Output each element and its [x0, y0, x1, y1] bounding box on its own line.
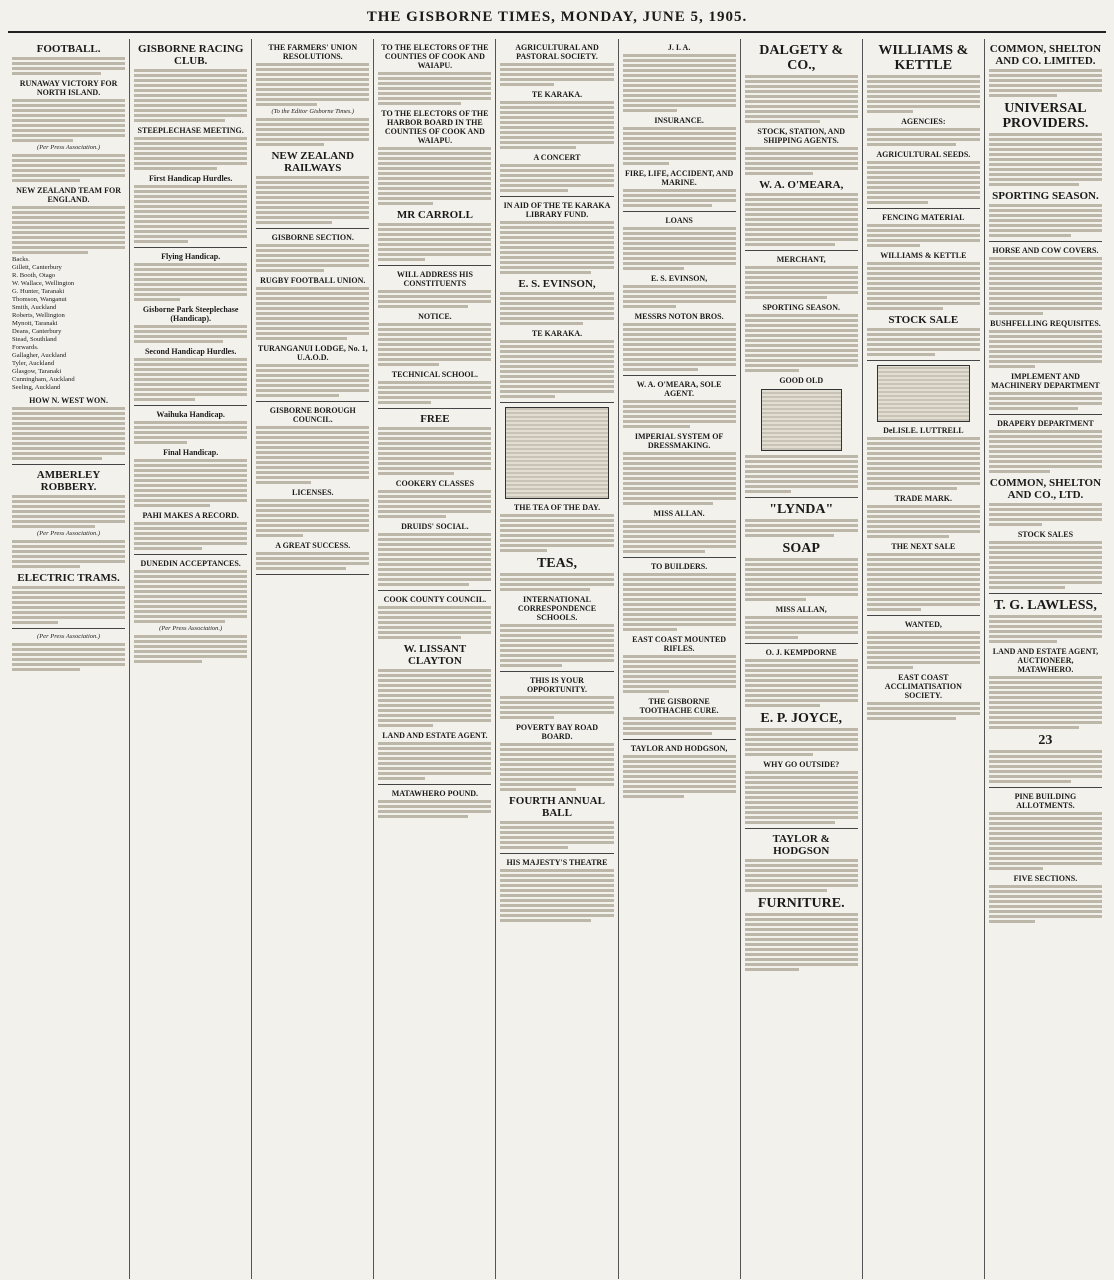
body-text: [623, 573, 736, 631]
headline: TECHNICAL SCHOOL.: [391, 370, 478, 379]
body-text: [867, 437, 980, 490]
headline: TE KARAKA.: [531, 329, 583, 338]
body-text: [500, 101, 613, 149]
divider: [623, 557, 736, 558]
headline: IN AID OF THE TE KARAKA LIBRARY FUND.: [503, 201, 611, 219]
headline: DUNEDIN ACCEPTANCES.: [140, 559, 241, 568]
body-text: [378, 223, 491, 261]
body-text: [378, 800, 491, 818]
body-text: [12, 154, 125, 182]
column-1: [8, 39, 130, 1279]
divider: [623, 375, 736, 376]
body-text: [989, 392, 1102, 410]
divider: [378, 408, 491, 409]
headline: WILLIAMS & KETTLE: [878, 43, 969, 73]
headline: GISBORNE RACING CLUB.: [137, 43, 244, 67]
headline: AMBERLEY ROBBERY.: [36, 469, 101, 493]
headline: WANTED,: [904, 620, 942, 629]
headline: SPORTING SEASON.: [762, 303, 840, 312]
body-text: [867, 328, 980, 356]
body-text: [989, 503, 1102, 526]
headline: MR CARROLL: [396, 209, 473, 221]
headline: DeLISLE. LUTTRELL: [883, 426, 964, 435]
headline: WHY GO OUTSIDE?: [763, 760, 840, 769]
body-text: [745, 147, 858, 175]
body-text: [12, 99, 125, 142]
headline: MATAWHERO POUND.: [391, 789, 479, 798]
divider: [500, 671, 613, 672]
body-text: [989, 330, 1102, 368]
list-item: G. Hunter, Taranaki: [12, 288, 65, 295]
list-item: Gallagher, Auckland: [12, 352, 67, 359]
body-text: [867, 262, 980, 310]
list-item: Roberts, Wellington: [12, 312, 65, 319]
body-text: [745, 455, 858, 493]
body-text: [989, 257, 1102, 315]
headline: TAYLOR AND HODGSON,: [630, 744, 728, 753]
list-item: Mynott, Taranaki: [12, 320, 58, 327]
headline: SPORTING SEASON.: [992, 190, 1099, 202]
column-9: [985, 39, 1106, 1279]
body-text: [745, 266, 858, 299]
divider: [989, 414, 1102, 415]
divider: [500, 196, 613, 197]
body-text: [745, 519, 858, 537]
headline: LAND AND ESTATE AGENT, AUCTIONEER, MATAWHERO.: [992, 647, 1099, 674]
trade-mark-illustration: [877, 365, 969, 422]
divider: [378, 784, 491, 785]
headline: W. A. O'MEARA,: [759, 179, 844, 191]
divider: [378, 265, 491, 266]
body-text: [134, 635, 247, 663]
body-text: [12, 495, 125, 528]
divider: [745, 250, 858, 251]
body-text: [378, 290, 491, 308]
divider: [500, 402, 613, 403]
headline: MESSRS NOTON BROS.: [634, 312, 724, 321]
body-text: [745, 659, 858, 707]
headline: TO BUILDERS.: [650, 562, 708, 571]
headline: GISBORNE SECTION.: [271, 233, 354, 242]
headline: THE FARMERS' UNION RESOLUTIONS.: [268, 43, 358, 61]
dateline: (Per Press Association.): [37, 144, 101, 151]
list-item: Forwards.: [12, 344, 39, 351]
list-item: Tyler, Auckland: [12, 360, 55, 367]
headline: DRAPERY DEPARTMENT: [997, 419, 1094, 428]
body-text: [256, 118, 369, 146]
headline: MERCHANT,: [776, 255, 826, 264]
column-4: [374, 39, 496, 1279]
headline: THE NEXT SALE: [891, 542, 956, 551]
headline: STOCK SALES: [1017, 530, 1074, 539]
headline: IMPLEMENT AND MACHINERY DEPARTMENT: [991, 372, 1100, 390]
body-text: [989, 204, 1102, 237]
body-text: [623, 54, 736, 112]
headline: HOW N. WEST WON.: [29, 396, 108, 405]
body-text: [134, 570, 247, 623]
body-text: [500, 63, 613, 86]
body-text: [500, 821, 613, 849]
headline: E. P. JOYCE,: [760, 711, 842, 726]
headline: ELECTRIC TRAMS.: [17, 572, 120, 584]
list-item: Seeling, Auckland: [12, 384, 61, 391]
body-text: [256, 552, 369, 570]
headline: PAHI MAKES A RECORD.: [142, 511, 239, 520]
body-text: [378, 381, 491, 404]
headline: FOOTBALL.: [36, 43, 101, 55]
body-text: [12, 643, 125, 671]
headline: AGRICULTURAL SEEDS.: [876, 150, 971, 159]
headline: RUGBY FOOTBALL UNION.: [260, 276, 366, 285]
body-text: [134, 137, 247, 170]
divider: [989, 241, 1102, 242]
body-text: [134, 263, 247, 301]
headline: UNIVERSAL PROVIDERS.: [1002, 101, 1089, 131]
body-text: [623, 400, 736, 428]
divider: [623, 211, 736, 212]
body-text: [378, 669, 491, 727]
headline: NEW ZEALAND RAILWAYS: [271, 150, 355, 174]
body-text: [256, 426, 369, 484]
headline: A GREAT SUCCESS.: [275, 541, 351, 550]
headline: WILL ADDRESS HIS CONSTITUENTS: [396, 270, 473, 288]
divider: [745, 643, 858, 644]
headline: STOCK, STATION, AND SHIPPING AGENTS.: [757, 127, 845, 145]
body-text: [623, 189, 736, 207]
headline: EAST COAST ACCLIMATISATION SOCIETY.: [884, 673, 962, 700]
dateline: (Per Press Association.): [159, 625, 223, 632]
headline: FIVE SECTIONS.: [1013, 874, 1078, 883]
body-text: [134, 421, 247, 444]
body-text: [134, 459, 247, 507]
headline: THE TEA OF THE DAY.: [513, 503, 601, 512]
headline: Flying Handicap.: [161, 252, 221, 261]
headline: W. LISSANT CLAYTON: [403, 643, 467, 667]
body-text: [134, 69, 247, 122]
body-text: [989, 133, 1102, 186]
body-text: [256, 287, 369, 340]
headline: THE GISBORNE TOOTHACHE CURE.: [639, 697, 719, 715]
body-text: [989, 430, 1102, 473]
body-text: [745, 728, 858, 756]
body-text: [378, 742, 491, 780]
divider: [134, 554, 247, 555]
list-item: Gillett, Canterbury: [12, 264, 62, 271]
body-text: [12, 540, 125, 568]
divider: [989, 787, 1102, 788]
divider: [12, 628, 125, 629]
headline: INTERNATIONAL CORRESPONDENCE SCHOOLS.: [517, 595, 597, 622]
team-list: [12, 256, 125, 392]
headline: RUNAWAY VICTORY FOR NORTH ISLAND.: [19, 79, 118, 97]
divider: [867, 360, 980, 361]
body-text: [12, 407, 125, 460]
body-text: [378, 606, 491, 639]
body-text: [623, 655, 736, 693]
list-item: R. Booth, Otago: [12, 272, 56, 279]
column-3: [252, 39, 374, 1279]
body-text: [745, 193, 858, 246]
headline: FREE: [420, 413, 450, 425]
headline: First Handicap Hurdles.: [148, 174, 233, 183]
body-text: [745, 616, 858, 639]
headline: SOAP: [782, 541, 820, 556]
divider: [256, 401, 369, 402]
column-5: [496, 39, 618, 1279]
headline: "LYNDA": [769, 502, 834, 517]
body-text: [134, 358, 247, 401]
divider: [623, 739, 736, 740]
body-text: [867, 128, 980, 146]
divider: [256, 574, 369, 575]
body-text: [867, 75, 980, 113]
headline: BUSHFELLING REQUISITES.: [990, 319, 1101, 328]
headline: TURANGANUI LODGE, No. 1, U.A.O.D.: [257, 344, 368, 362]
headline: GISBORNE BOROUGH COUNCIL.: [269, 406, 356, 424]
masthead: THE GISBORNE TIMES, MONDAY, JUNE 5, 1905.: [8, 6, 1106, 33]
headline: Second Handicap Hurdles.: [144, 347, 237, 356]
body-text: [867, 505, 980, 538]
body-text: [256, 63, 369, 106]
body-text: [378, 427, 491, 475]
body-text: [867, 553, 980, 611]
body-text: [745, 75, 858, 123]
headline: TO THE ELECTORS OF THE HARBOR BOARD IN THE COUNTIES OF COOK AND WAIAPU.: [381, 109, 489, 145]
body-text: [256, 364, 369, 397]
headline: HIS MAJESTY'S THEATRE: [506, 858, 608, 867]
body-text: [256, 244, 369, 272]
body-text: [989, 885, 1102, 923]
headline: NOTICE.: [418, 312, 452, 321]
body-text: [12, 206, 125, 254]
headline: TRADE MARK.: [894, 494, 952, 503]
body-text: [256, 499, 369, 537]
headline: FURNITURE.: [757, 896, 845, 911]
divider: [378, 590, 491, 591]
column-7: [741, 39, 863, 1279]
list-item: Cunningham, Auckland: [12, 376, 75, 383]
body-text: [500, 221, 613, 274]
body-text: [12, 586, 125, 624]
divider: [867, 208, 980, 209]
headline: STOCK SALE: [888, 314, 959, 326]
dateline: (Per Press Association.): [37, 530, 101, 537]
headline: O. J. KEMPDORNE: [765, 648, 837, 657]
list-item: W. Wallace, Wellington: [12, 280, 75, 287]
body-text: [745, 913, 858, 971]
body-text: [256, 176, 369, 224]
body-text: [989, 615, 1102, 643]
headline: MISS ALLAN,: [775, 605, 827, 614]
divider: [867, 615, 980, 616]
divider: [500, 853, 613, 854]
headline: T. G. LAWLESS,: [994, 598, 1097, 613]
headline: E. S. EVINSON,: [650, 274, 708, 283]
headline: COMMON, SHELTON AND CO. LIMITED.: [989, 43, 1102, 67]
body-text: [378, 323, 491, 366]
headline: TE KARAKA.: [531, 90, 583, 99]
headline: TO THE ELECTORS OF THE COUNTIES OF COOK AND WAIAPU.: [381, 43, 489, 70]
headline: AGENCIES:: [901, 117, 946, 126]
headline: W. A. O'MEARA, SOLE AGENT.: [636, 380, 722, 398]
body-text: [623, 127, 736, 165]
body-text: [500, 869, 613, 922]
body-text: [867, 161, 980, 204]
headline: Final Handicap.: [163, 448, 219, 457]
body-text: [623, 755, 736, 798]
headline: FIRE, LIFE, ACCIDENT, AND MARINE.: [624, 169, 734, 187]
body-text: [500, 292, 613, 325]
headline: STEEPLECHASE MEETING.: [137, 126, 244, 135]
headline: PINE BUILDING ALLOTMENTS.: [1014, 792, 1077, 810]
headline: GOOD OLD: [779, 376, 824, 385]
headline: DALGETY & CO.,: [759, 43, 844, 73]
list-item: Backs.: [12, 256, 30, 263]
body-text: [378, 533, 491, 586]
body-text: [623, 717, 736, 735]
body-text: [378, 490, 491, 518]
body-text: [989, 676, 1102, 729]
body-text: [500, 164, 613, 192]
list-item: Thomson, Wanganui: [12, 296, 67, 303]
headline: Waihuka Handicap.: [156, 410, 225, 419]
body-text: [989, 812, 1102, 870]
headline: COOK COUNTY COUNCIL.: [383, 595, 487, 604]
divider: [12, 464, 125, 465]
headline: LAND AND ESTATE AGENT.: [382, 731, 488, 740]
body-text: [134, 522, 247, 550]
body-text: [989, 69, 1102, 97]
soap-illustration: [761, 389, 842, 451]
body-text: [500, 743, 613, 791]
list-item: Smith, Auckland: [12, 304, 57, 311]
columns: [8, 39, 1106, 1279]
body-text: [745, 859, 858, 892]
headline: TAYLOR & HODGSON: [772, 833, 830, 857]
divider: [745, 828, 858, 829]
list-item: Glasgow, Taranaki: [12, 368, 62, 375]
body-text: [623, 285, 736, 308]
body-text: [623, 520, 736, 553]
headline: COMMON, SHELTON AND CO., LTD.: [989, 477, 1102, 501]
dateline: (Per Press Association.): [37, 633, 101, 640]
headline: HORSE AND COW COVERS.: [992, 246, 1099, 255]
body-text: [12, 57, 125, 75]
headline: A CONCERT: [533, 153, 581, 162]
divider: [745, 497, 858, 498]
headline: EAST COAST MOUNTED RIFLES.: [632, 635, 727, 653]
body-text: [500, 624, 613, 667]
headline: WILLIAMS & KETTLE: [880, 251, 967, 260]
body-text: [378, 147, 491, 205]
headline: DRUIDS' SOCIAL.: [401, 522, 469, 531]
body-text: [623, 227, 736, 270]
list-item: Stead, Southland: [12, 336, 57, 343]
column-6: [619, 39, 741, 1279]
body-text: [989, 750, 1102, 783]
body-text: [867, 702, 980, 720]
headline: POVERTY BAY ROAD BOARD.: [516, 723, 598, 741]
headline: MISS ALLAN.: [653, 509, 705, 518]
tea-caddy-illustration: [505, 407, 609, 499]
divider: [134, 405, 247, 406]
headline: LICENSES.: [291, 488, 334, 497]
headline: COOKERY CLASSES: [395, 479, 475, 488]
divider: [989, 593, 1102, 594]
body-text: [134, 185, 247, 243]
body-text: [378, 72, 491, 105]
column-8: [863, 39, 985, 1279]
dateline: (To the Editor Gisborne Times.): [271, 108, 355, 115]
body-text: [134, 325, 247, 343]
body-text: [867, 224, 980, 247]
body-text: [623, 323, 736, 371]
body-text: [623, 452, 736, 505]
body-text: [867, 631, 980, 669]
headline: 23: [1038, 733, 1053, 748]
headline: FOURTH ANNUAL BALL: [509, 795, 605, 819]
headline: IMPERIAL SYSTEM OF DRESSMAKING.: [634, 432, 724, 450]
body-text: [989, 541, 1102, 589]
body-text: [500, 573, 613, 591]
headline: INSURANCE.: [654, 116, 704, 125]
headline: Gisborne Park Steeplechase (Handicap).: [142, 305, 239, 323]
divider: [256, 228, 369, 229]
body-text: [500, 340, 613, 398]
headline: AGRICULTURAL AND PASTORAL SOCIETY.: [515, 43, 599, 61]
headline: NEW ZEALAND TEAM FOR ENGLAND.: [16, 186, 121, 204]
body-text: [745, 771, 858, 824]
headline: THIS IS YOUR OPPORTUNITY.: [526, 676, 588, 694]
divider: [134, 247, 247, 248]
headline: E. S. EVINSON,: [518, 278, 596, 290]
headline: J. I. A.: [667, 43, 691, 52]
headline: FENCING MATERIAL: [882, 213, 965, 222]
body-text: [500, 696, 613, 719]
headline: LOANS: [665, 216, 693, 225]
body-text: [745, 314, 858, 372]
list-item: Deans, Canterbury: [12, 328, 62, 335]
headline: TEAS,: [536, 556, 578, 571]
body-text: [500, 514, 613, 552]
body-text: [745, 558, 858, 601]
column-2: [130, 39, 252, 1279]
